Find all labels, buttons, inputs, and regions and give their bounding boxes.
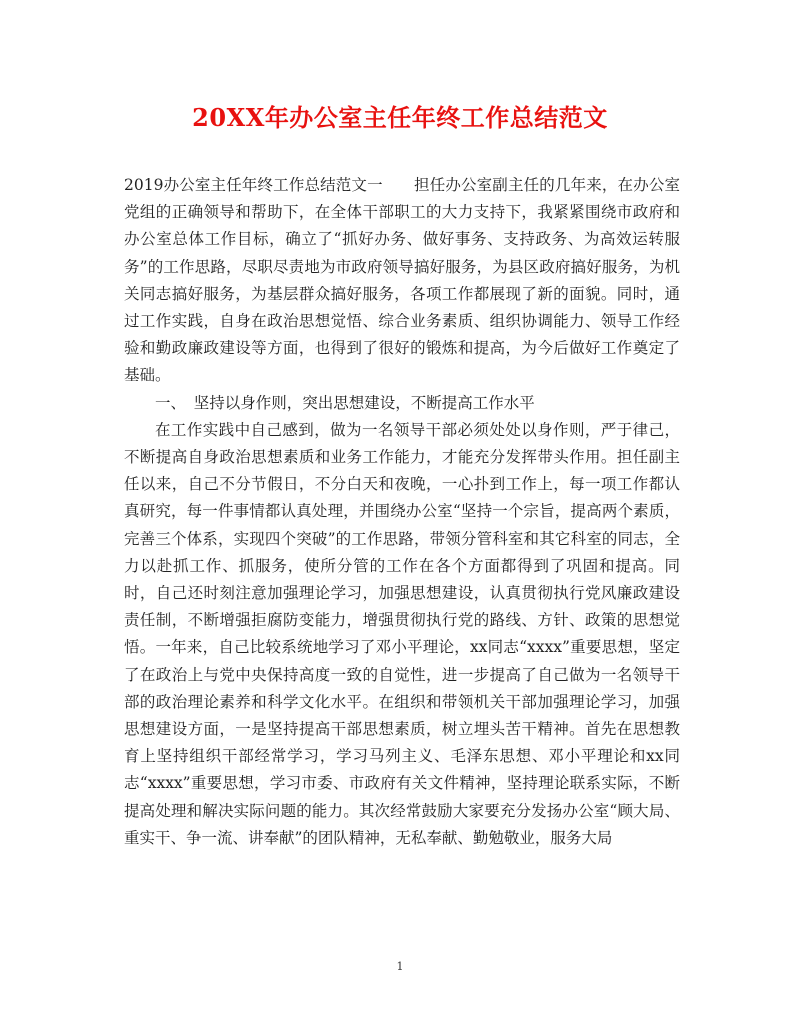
section-heading: 一、 坚持以身作则，突出思想建设，不断提高工作水平 bbox=[155, 393, 535, 412]
document-title: 20XX年办公室主任年终工作总结范文 bbox=[192, 103, 608, 132]
intro-paragraph: 2019办公室主任年终工作总结范文一 担任办公室副主任的几年来，在办公室党组的正确领导和帮助下，在全体干部职工的大力支持下，我紧紧围绕市政府和办公室总体工作目标，确立了“抓好办务、做好事务、支持政务、为高效运转服务”的工作思路，尽职尽责地为市政府领导搞好服务，为县区政府搞好服务，为机关同志搞好服务，为基层群众搞好服务，各项工作都展现了新的面貌。同时，通过工作实践，自身在政治思想觉悟、综合业务素质、组织协调能力、领导工作经验和勤政廉政建设等方面，也得到了很好的锻炼和提高，为今后做好工作奠定了基础。 bbox=[124, 176, 680, 385]
document-body bbox=[124, 172, 680, 852]
page-number: 1 bbox=[396, 960, 404, 973]
section-paragraph: 在工作实践中自己感到，做为一名领导干部必须处处以身作则，严于律己，不断提高自身政治思想素质和业务工作能力，才能充分发挥带头作用。担任副主任以来，自己不分节假日，不分白天和夜晚，一心扑到工作上，每一项工作都认真研究，每一件事情都认真处理，并围绕办公室“坚持一个宗旨，提高两个素质，完善三个体系，实现四个突破”的工作思路，带领分管科室和其它科室的同志，全力以赴抓工作、抓服务，使所分管的工作在各个方面都得到了巩固和提高。同时，自己还时刻注意加强理论学习，加强思想建设，认真贯彻执行党风廉政建设责任制，不断增强拒腐防变能力，增强贯彻执行党的路线、方针、政策的思想觉悟。一年来，自己比较系统地学习了邓小平理论，xx同志“xxxx”重要思想，坚定了在政治上与党中央保持高度一致的自觉性，进一步提高了自己做为一名领导干部的政治理论素养和科学文化水平。在组织和带领机关干部加强理论学习，加强思想建设方面，一是坚持提高干部思想素质，树立埋头苦干精神。首先在思想教育上坚持组织干部经常学习，学习马列主义、毛泽东思想、邓小平理论和xx同志“xxxx”重要思想，学习市委、市政府有关文件精神，坚持理论联系实际，不断提高处理和解决实际问题的能力。其次经常鼓励大家要充分发扬办公室“顾大局、重实干、争一流、讲奉献”的团队精神，无私奉献、勤勉敬业，服务大局 bbox=[124, 420, 680, 847]
